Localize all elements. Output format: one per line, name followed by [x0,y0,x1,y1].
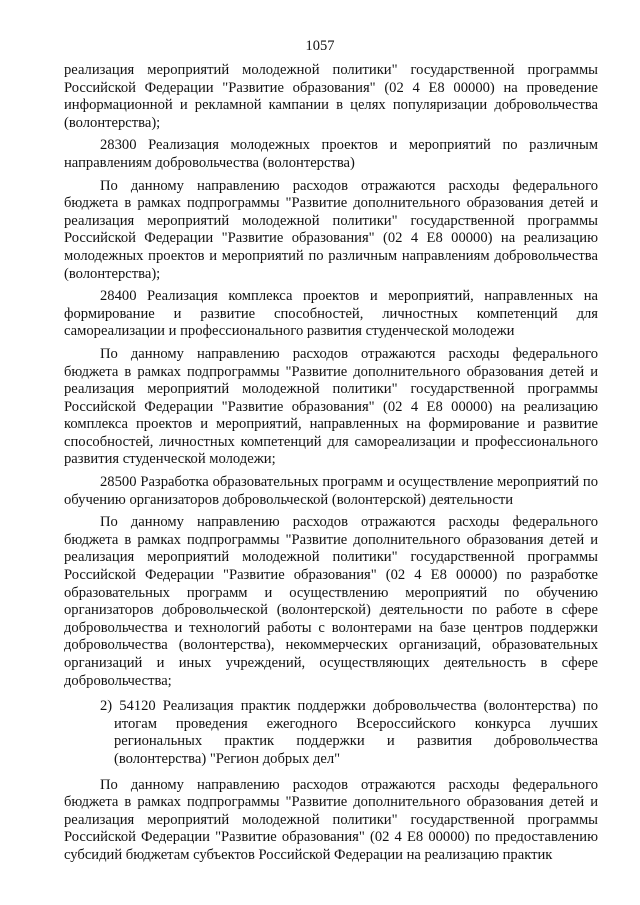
paragraph-28400-description: По данному направлению расходов отражаются расходы федерального бюджета в рамках подпрограммы "Развитие дополнительного образования детей и реализация мероприятий молодежной политики" государственной программы Российской Федерации "Развитие образования" (02 4 E8 00000) на реализацию комплекса проектов и мероприятий, направленных на формирование и развитие способностей, личностных компетенций для самореализации и профессионального развития студенческой молодежи; [64,345,598,468]
document-body [64,62,598,865]
paragraph-continuation: реализация мероприятий молодежной политики" государственной программы Российской Федерации "Развитие образования" (02 4 E8 00000) на проведение информационной и рекламной кампании в целях популяризации добровольчества (волонтерства); [64,62,598,131]
paragraph-54120-description: По данному направлению расходов отражаются расходы федерального бюджета в рамках подпрограммы "Развитие дополнительного образования детей и реализация мероприятий молодежной политики" государственной программы Российской Федерации "Развитие образования" (02 4 E8 00000) по предоставлению субсидий бюджетам субъектов Российской Федерации на реализацию практик [64,776,598,863]
numbered-item-54120: 2) 54120 Реализация практик поддержки добровольчества (волонтерства) по итогам проведения ежегодного Всероссийского конкурса лучших региональных практик поддержки и развития добровольчества (волонтерства) "Регион добрых дел" [100,698,598,767]
section-heading-28500: 28500 Разработка образовательных программ и осуществление мероприятий по обучению организаторов добровольческой (волонтерской) деятельности [64,474,598,508]
section-heading-28400: 28400 Реализация комплекса проектов и мероприятий, направленных на формирование и развитие способностей, личностных компетенций для самореализации и профессионального развития студенческой молодежи [64,288,598,340]
paragraph-28300-description: По данному направлению расходов отражаются расходы федерального бюджета в рамках подпрограммы "Развитие дополнительного образования детей и реализация мероприятий молодежной политики" государственной программы Российской Федерации "Развитие образования" (02 4 E8 00000) на реализацию молодежных проектов и мероприятий по различным направлениям добровольчества (волонтерства); [64,177,598,282]
page-number: 1057 [305,38,335,54]
paragraph-28500-description: По данному направлению расходов отражаются расходы федерального бюджета в рамках подпрограммы "Развитие дополнительного образования детей и реализация мероприятий молодежной политики" государственной программы Российской Федерации "Развитие образования" (02 4 E8 00000) по разработке образовательных программ и осуществлению мероприятий по обучению организаторов добровольческой (волонтерской) деятельности по работе в сфере добровольчества и технологий работы с волонтерами на базе центров поддержки добровольчества (волонтерства), некоммерческих организаций, образовательных организаций и иных учреждений, осуществляющих деятельность в сфере добровольчества; [64,514,598,689]
section-heading-28300: 28300 Реализация молодежных проектов и мероприятий по различным направлениям добровольчества (волонтерства) [64,137,598,171]
